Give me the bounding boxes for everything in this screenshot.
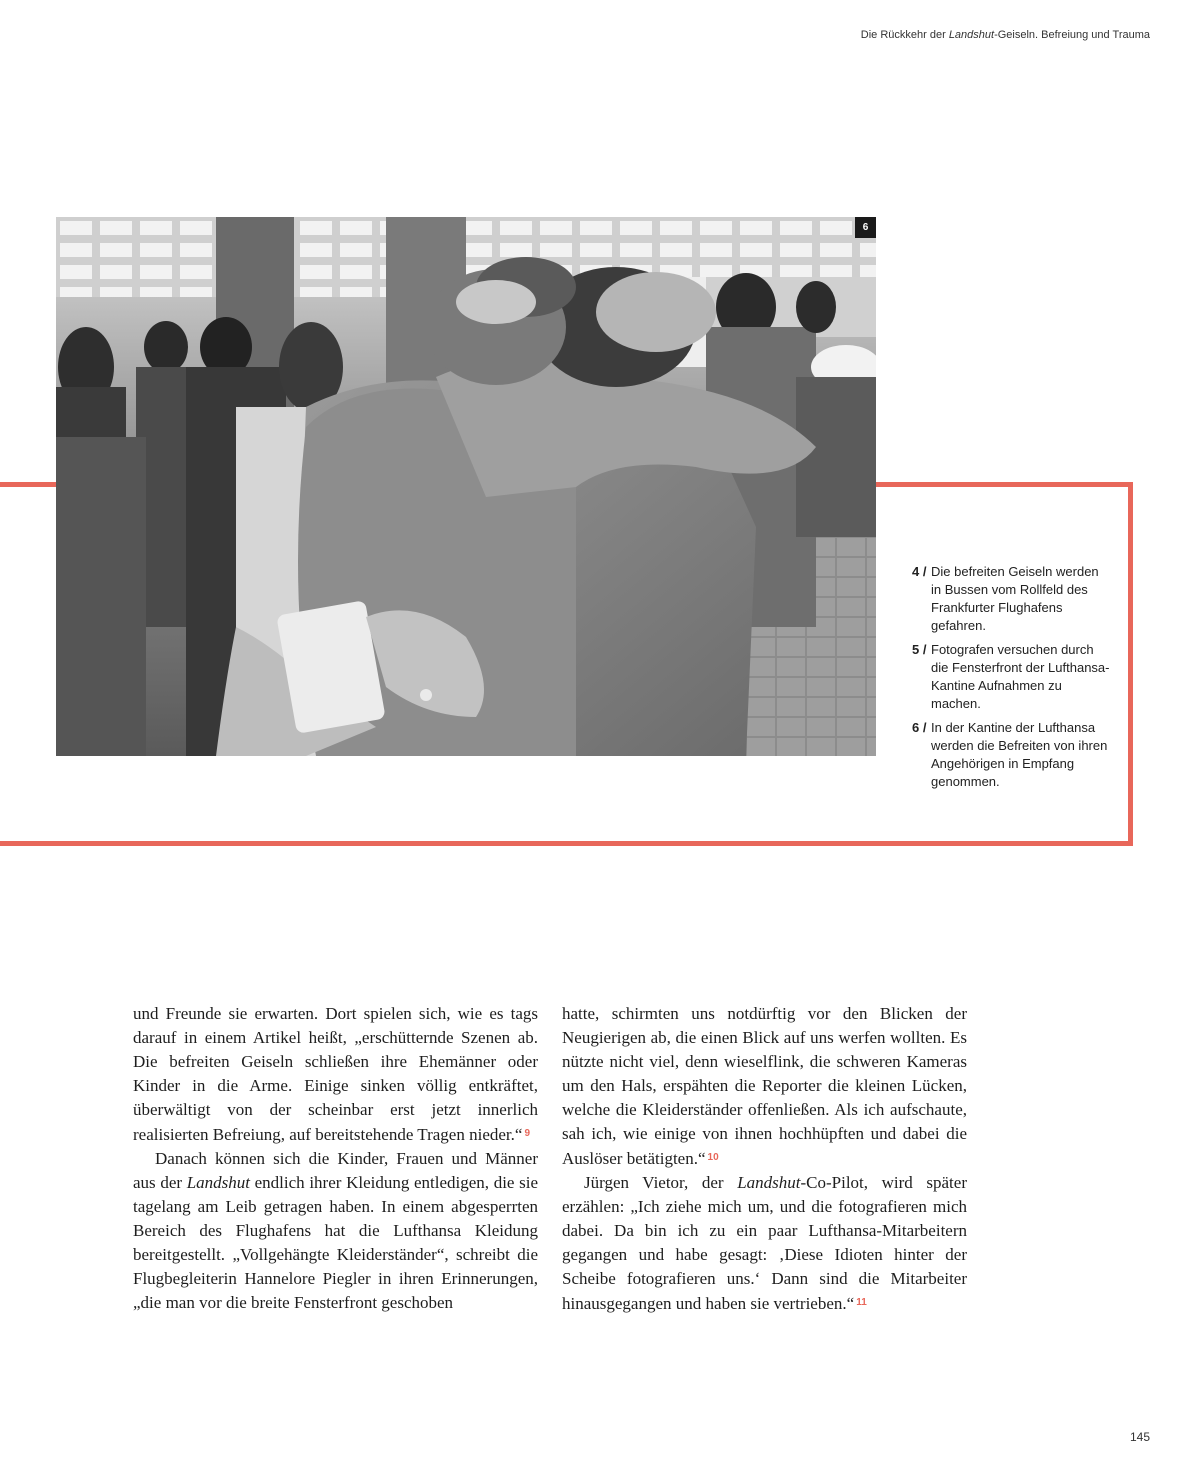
paragraph-italic: Landshut xyxy=(186,1173,250,1192)
paragraph xyxy=(562,1171,967,1316)
page-number: 145 xyxy=(1129,1430,1150,1444)
caption-number: 4 / xyxy=(912,564,927,579)
captions xyxy=(912,563,1112,797)
running-head xyxy=(861,29,1150,41)
photo-illustration xyxy=(56,217,876,756)
paragraph-text: hatte, schirmten uns notdürftig vor den Blicken der Neugierigen ab, die einen Blick auf uns werfen wollten. Es nützte nicht viel, denn wieselflink, die schweren Kameras um den Hals, erspähten die Reporter die kleinen Lücken, welche die Kleiderständer offenließen. Als ich aufschaute, sah ich, wie einige von ihnen hochhüpften und dabei die Auslöser betätigten.“ xyxy=(562,1004,967,1168)
paragraph xyxy=(133,1147,538,1315)
body-column-right xyxy=(562,1002,967,1316)
paragraph-text: -Co-Pilot, wird später erzählen: „Ich ziehe mich um, und die fotografieren mich dabei. Da bin ich zu ein paar Lufthansa-Mitarbeitern gegangen und habe gesagt: ‚Diese Idioten hinter der Scheibe fotografieren uns.‘ Dann sind die Mitarbeiter hinausgegangen und haben sie vertrieben.“ xyxy=(562,1173,967,1313)
photo-embrace xyxy=(56,217,876,756)
running-head-text-end: -Geiseln. Befreiung und Trauma xyxy=(994,29,1150,41)
paragraph-text: Danach können sich die Kinder, Frauen und Männer aus der xyxy=(133,1149,538,1192)
caption-number: 5 / xyxy=(912,642,927,657)
footnote-ref[interactable]: 9 xyxy=(524,1128,530,1139)
running-head-italic: Landshut xyxy=(948,29,995,41)
paragraph-italic: Landshut xyxy=(737,1173,801,1192)
footnote-ref[interactable]: 10 xyxy=(707,1152,719,1163)
paragraph-text: und Freunde sie erwarten. Dort spielen sich, wie es tags darauf in einem Artikel heißt, „erschütternde Szenen ab. Die befreiten Geiseln schließen ihre Ehemänner oder Kinder in die Arme. Einige sinken völlig entkräftet, überwältigt von der scheinbar erst jetzt innerlich realisierten Befreiung, auf bereitstehende Tragen nieder.“ xyxy=(133,1004,538,1144)
paragraph xyxy=(133,1002,538,1147)
caption-number: 6 / xyxy=(912,720,927,735)
caption-text: Die befreiten Geiseln werden in Bussen vom Rollfeld des Frankfurter Flughafens gefahren. xyxy=(931,564,1099,633)
footnote-ref[interactable]: 11 xyxy=(856,1297,867,1308)
body-column-left xyxy=(133,1002,538,1315)
paragraph-text: endlich ihrer Kleidung entledigen, die sie tagelang am Leib getragen haben. In einem abgesperrten Bereich des Flughafens hat die Lufthansa Kleidung bereitgestellt. „Vollgehängte Kleiderständer“, schreibt die Flugbegleiterin Hannelore Piegler in ihren Erinnerungen, „die man vor die breite Fensterfront geschoben xyxy=(133,1173,539,1312)
caption-text: In der Kantine der Lufthansa werden die Befreiten von ihren Angehörigen in Empfang genommen. xyxy=(931,720,1108,789)
paragraph xyxy=(562,1002,967,1171)
caption-item xyxy=(912,641,1112,713)
photo-number: 6 xyxy=(855,217,876,238)
caption-text: Fotografen versuchen durch die Fensterfront der Lufthansa-Kantine Aufnahmen zu machen. xyxy=(931,642,1110,711)
caption-item xyxy=(912,719,1112,791)
paragraph-text: Jürgen Vietor, der xyxy=(584,1173,738,1192)
caption-item xyxy=(912,563,1112,635)
running-head-text: Die Rückkehr der xyxy=(860,29,949,41)
